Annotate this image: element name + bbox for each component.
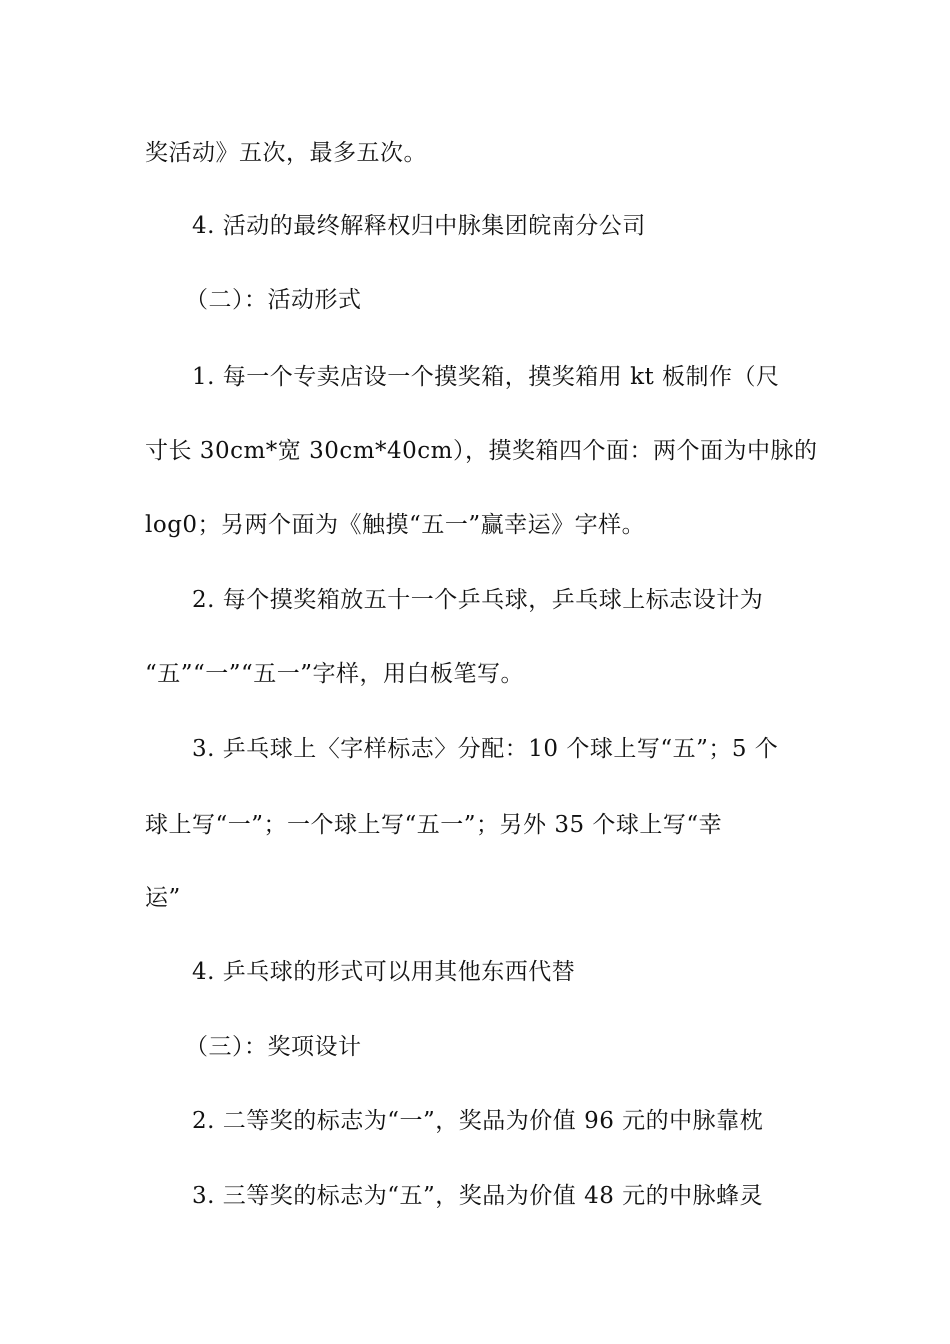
- list-item: 3. 三等奖的标志为“五”，奖品为价值 48 元的中脉蜂灵: [192, 1183, 764, 1209]
- list-item: 4. 活动的最终解释权归中脉集团皖南分公司: [192, 213, 646, 239]
- text-line: 奖活动》五次，最多五次。: [145, 140, 427, 166]
- list-item: 3. 乒乓球上〈字样标志〉分配：10 个球上写“五”；5 个: [192, 736, 779, 762]
- section-heading: （二）：活动形式: [185, 287, 362, 313]
- list-item: 1. 每一个专卖店设一个摸奖箱，摸奖箱用 kt 板制作（尺: [192, 364, 780, 390]
- list-item: 4. 乒乓球的形式可以用其他东西代替: [192, 959, 576, 985]
- text-line: 球上写“一”；一个球上写“五一”；另外 35 个球上写“幸: [145, 812, 723, 838]
- text-line: 运”: [145, 885, 181, 911]
- section-heading: （三）：奖项设计: [185, 1034, 362, 1060]
- text-line: log0；另两个面为《触摸“五一”赢幸运》字样。: [145, 512, 646, 538]
- text-line: 寸长 30cm*宽 30cm*40cm），摸奖箱四个面：两个面为中脉的: [145, 438, 818, 464]
- list-item: 2. 二等奖的标志为“一”，奖品为价值 96 元的中脉靠枕: [192, 1108, 764, 1134]
- list-item: 2. 每个摸奖箱放五十一个乒乓球，乒乓球上标志设计为: [192, 587, 764, 613]
- text-line: “五”“一”“五一”字样，用白板笔写。: [145, 661, 525, 687]
